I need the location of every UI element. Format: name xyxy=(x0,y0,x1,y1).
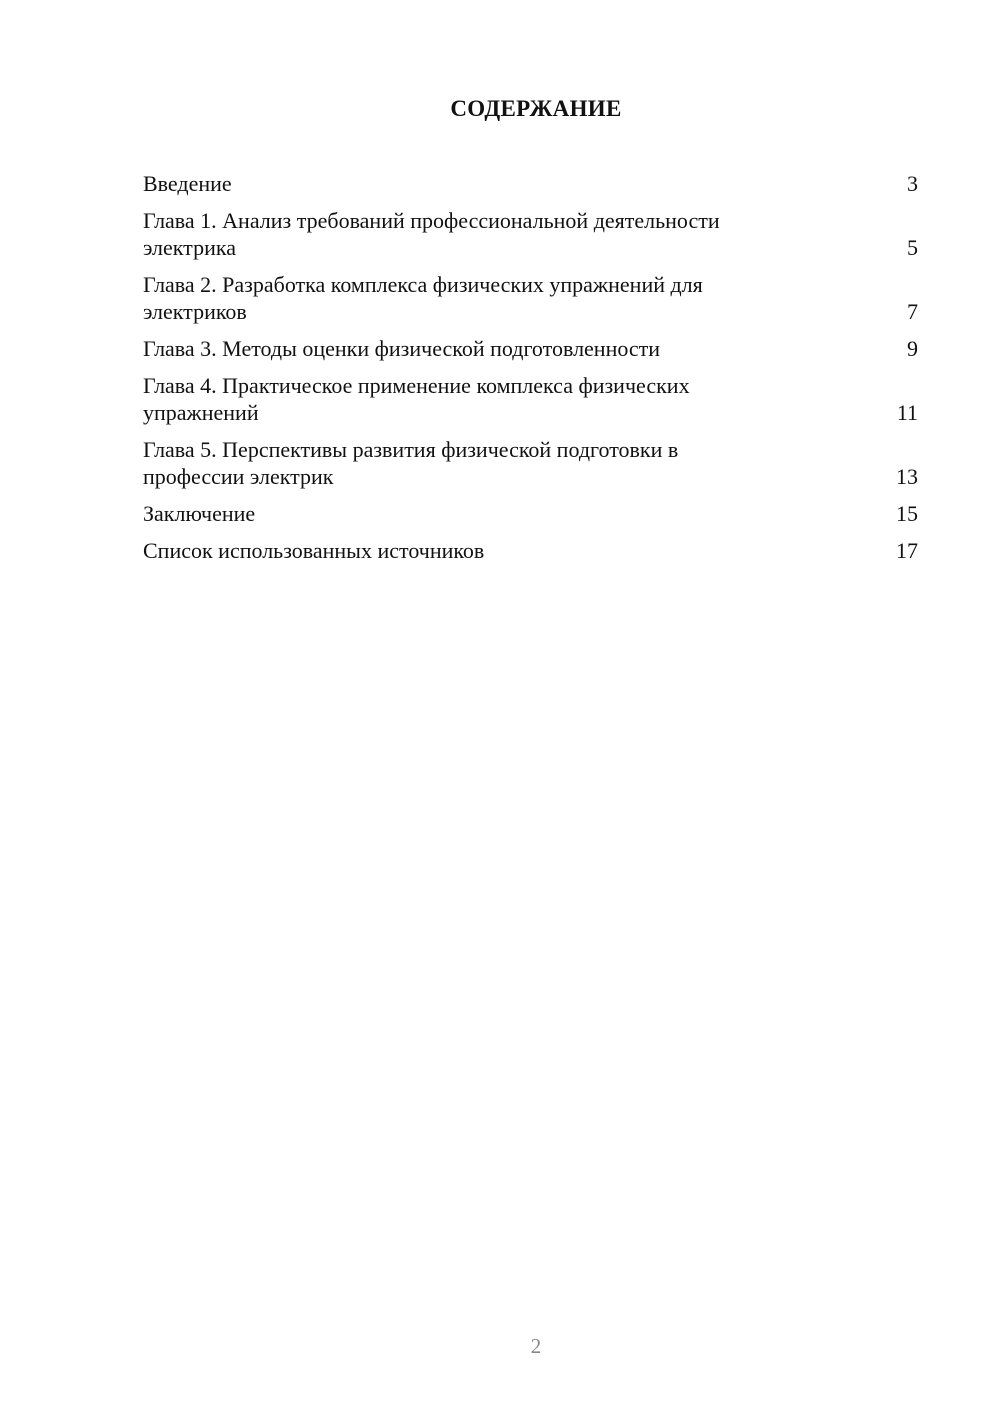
toc-entry-title xyxy=(143,335,813,362)
toc-entry-title xyxy=(143,436,813,490)
toc-entry-chapter-4[interactable] xyxy=(143,372,918,426)
toc-entry-line: Глава 5. Перспективы развития физической подготовки в xyxy=(143,437,679,462)
toc-entry-chapter-1[interactable] xyxy=(143,207,918,261)
table-of-contents xyxy=(143,170,918,574)
toc-entry-line: Глава 2. Разработка комплекса физических упражнений для xyxy=(143,272,703,297)
toc-entry-conclusion[interactable] xyxy=(143,500,918,527)
page-title: СОДЕРЖАНИЕ xyxy=(450,96,622,121)
toc-entry-chapter-5[interactable] xyxy=(143,436,918,490)
toc-entry-page-number: 9 xyxy=(907,336,918,361)
toc-entry-page-number: 13 xyxy=(896,464,918,489)
toc-entry-title xyxy=(143,500,813,527)
toc-entry-line: упражнений xyxy=(143,400,259,425)
toc-entry-line: Введение xyxy=(143,171,232,196)
toc-entry-line: электрика xyxy=(143,235,236,260)
toc-entry-references[interactable] xyxy=(143,537,918,564)
toc-entry-chapter-3[interactable] xyxy=(143,335,918,362)
toc-entry-line: профессии электрик xyxy=(143,464,334,489)
toc-entry-title xyxy=(143,372,813,426)
toc-entry-title xyxy=(143,207,813,261)
toc-entry-line: Глава 4. Практическое применение комплекса физических xyxy=(143,373,690,398)
toc-entry-page-number: 15 xyxy=(896,501,918,526)
toc-entry-line: Список использованных источников xyxy=(143,538,485,563)
page-number: 2 xyxy=(530,1334,542,1358)
toc-entry-title xyxy=(143,170,813,197)
toc-entry-line: Глава 1. Анализ требований профессиональной деятельности xyxy=(143,208,720,233)
toc-entry-line: электриков xyxy=(143,299,247,324)
toc-entry-line: Заключение xyxy=(143,501,256,526)
toc-entry-page-number: 3 xyxy=(907,171,918,196)
toc-entry-line: Глава 3. Методы оценки физической подготовленности xyxy=(143,336,661,361)
toc-entry-introduction[interactable] xyxy=(143,170,918,197)
toc-entry-page-number: 11 xyxy=(896,400,918,425)
toc-entry-title xyxy=(143,271,813,325)
toc-entry-page-number: 5 xyxy=(907,235,918,260)
toc-entry-title xyxy=(143,537,813,564)
toc-entry-page-number: 7 xyxy=(907,299,918,324)
toc-entry-chapter-2[interactable] xyxy=(143,271,918,325)
toc-entry-page-number: 17 xyxy=(896,538,918,563)
